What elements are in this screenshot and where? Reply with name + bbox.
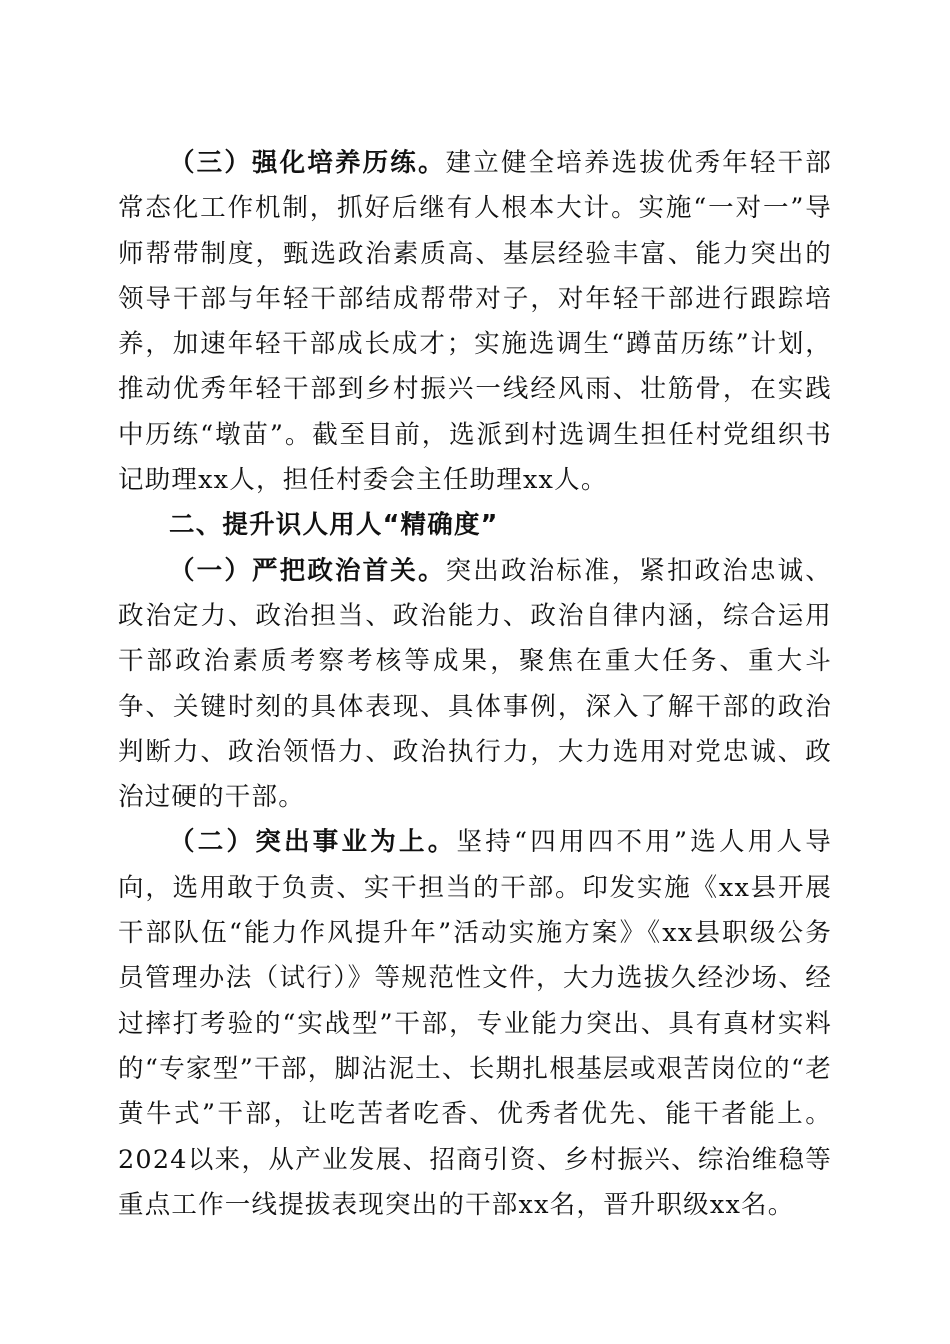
section-heading-2: 二、提升识人用人“精确度” (169, 510, 499, 541)
paragraph-section-2-1 (118, 549, 832, 821)
paragraph-lead: （一）严把政治首关。 (169, 555, 446, 586)
paragraph-section-2-2 (118, 820, 832, 1228)
paragraph-text: 突出政治标准，紧扣政治忠诚、政治定力、政治担当、政治能力、政治自律内涵，综合运用干部政治素质考察考核等成果，聚焦在重大任务、重大斗争、关键时刻的具体表现、具体事例，深入了解干部的政治判断力、政治领悟力、政治执行力，大力选用对党忠诚、政治过硬的干部。 (118, 555, 832, 813)
paragraph-section-3 (118, 141, 832, 503)
document-body (118, 141, 832, 1228)
paragraph-text: 坚持“四用四不用”选人用人导向，选用敢于负责、实干担当的干部。印发实施《xx县开展干部队伍“能力作风提升年”活动实施方案》《xx县职级公务员管理办法（试行）》等规范性文件，大力选拔久经沙场、经过摔打考验的“实战型”干部，专业能力突出、具有真材实料的“专家型”干部，脚沾泥土、长期扎根基层或艰苦岗位的“老黄牛式”干部，让吃苦者吃香、优秀者优先、能干者能上。2024以来，从产业发展、招商引资、乡村振兴、综治维稳等重点工作一线提拔表现突出的干部xx名，晋升职级xx名。 (118, 827, 832, 1220)
paragraph-lead: （二）突出事业为上。 (169, 827, 457, 858)
paragraph-lead: （三）强化培养历练。 (169, 148, 446, 178)
paragraph-text: 建立健全培养选拔优秀年轻干部常态化工作机制，抓好后继有人根本大计。实施“一对一”导师帮带制度，甄选政治素质高、基层经验丰富、能力突出的领导干部与年轻干部结成帮带对子，对年轻干部进行跟踪培养，加速年轻干部成长成才；实施选调生“蹲苗历练”计划，推动优秀年轻干部到乡村振兴一线经风雨、壮筋骨，在实践中历练“墩苗”。截至目前，选派到村选调生担任村党组织书记助理xx人，担任村委会主任助理xx人。 (118, 148, 832, 496)
